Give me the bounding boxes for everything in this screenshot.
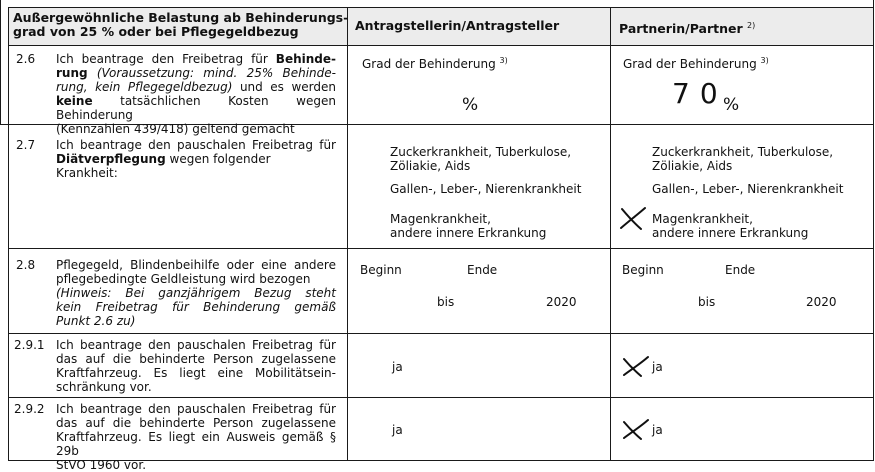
text-italic: Punkt 2.6 zu) [56, 314, 136, 328]
applicant-yes-option[interactable]: ja [392, 423, 403, 437]
percent-unit: % [462, 95, 479, 115]
rule [0, 0, 1, 125]
rule [873, 0, 874, 8]
section-title [13, 11, 348, 39]
rule [8, 7, 874, 8]
rule [8, 248, 874, 249]
row-number: 2.6 [16, 52, 36, 66]
footnote-marker: 3) [499, 56, 508, 65]
applicant-yes-option[interactable]: ja [392, 360, 403, 374]
text-italic: rung, kein Pflegegeldbezug) [56, 80, 233, 94]
applicant-option-stomach[interactable] [390, 212, 546, 240]
applicant-option-gallbladder[interactable]: Gallen-, Leber-, Nierenkrankheit [390, 182, 582, 196]
label-text: Grad der Behinderung [362, 57, 496, 71]
text: Ich beantrage den pauschalen Freibetrag für [56, 402, 336, 416]
option-label: Zöliakie, Aids [390, 159, 471, 173]
text-italic: (Hinweis: Bei ganzjährigem Bezug steht [56, 286, 336, 300]
text-bold: keine [56, 94, 93, 108]
text: StVO 1960 vor. [56, 458, 147, 472]
partner-year: 2020 [806, 295, 837, 309]
column-header-partner-label: Partnerin/Partner [619, 21, 743, 37]
row-number: 2.9.1 [14, 338, 45, 352]
partner-option-stomach[interactable] [652, 212, 808, 240]
column-header-partner [619, 19, 755, 36]
applicant-disability-degree-field[interactable] [462, 96, 478, 114]
row-number: 2.8 [16, 258, 36, 272]
partner-percent-unit: % [723, 95, 740, 115]
text-bold: Behinde- [275, 52, 336, 66]
partner-yes-option[interactable]: ja [652, 360, 663, 374]
text: pflegebedingte Geldleistung wird bezogen [56, 272, 311, 286]
text: Kraftfahrzeug. Es liegt eine Mobilitätsein- [56, 366, 336, 380]
rule [873, 7, 874, 461]
text: Kraftfahrzeug. Es liegt ein Ausweis gemäß § 29b [56, 430, 336, 458]
text: wegen folgender Krankheit: [56, 152, 271, 180]
text: Ich beantrage den Freibetrag für [56, 52, 276, 66]
partner-ende-label: Ende [725, 263, 756, 277]
applicant-ende-label: Ende [467, 263, 498, 277]
text: Pflegegeld, Blindenbeihilfe oder eine andere [56, 258, 336, 272]
partner-option-diabetes[interactable] [652, 145, 833, 173]
option-label: Magenkrankheit, [390, 212, 491, 226]
checkmark-x-icon [619, 206, 649, 232]
checkmark-x-icon [621, 418, 651, 442]
row-2-8-text [56, 258, 336, 328]
applicant-bis-label: bis [437, 295, 455, 309]
rule [347, 7, 348, 461]
text: tatsächlichen Kosten wegen Behinderung [56, 94, 336, 122]
text-italic: kein Freibetrag für Behinderung gemäß [56, 300, 336, 314]
applicant-beginn-label: Beginn [360, 263, 402, 277]
row-2-6-text [56, 52, 336, 136]
column-header-applicant: Antragstellerin/Antragsteller [355, 18, 560, 33]
row-number: 2.7 [16, 138, 36, 152]
partner-yes-option[interactable]: ja [652, 423, 663, 437]
text: Ich beantrage den pauschalen Freibetrag für [56, 338, 336, 352]
applicant-option-diabetes[interactable] [390, 145, 571, 173]
rule [610, 7, 611, 461]
text: und es werden [232, 80, 336, 94]
applicant-disability-degree-label [362, 54, 508, 71]
applicant-year: 2020 [546, 295, 577, 309]
partner-disability-degree-value[interactable]: 70 [672, 77, 728, 110]
rule [8, 7, 9, 461]
option-label: Zöliakie, Aids [652, 159, 733, 173]
rule [8, 397, 874, 398]
partner-bis-label: bis [698, 295, 716, 309]
text-bold: rung [56, 66, 88, 80]
partner-beginn-label: Beginn [622, 263, 664, 277]
section-title-line: grad von 25 % oder bei Pflegegeldbezug [13, 24, 299, 39]
rule [0, 124, 8, 125]
text-bold: Diätverpflegung [56, 152, 166, 166]
text: (Kennzahlen 439/418) geltend gemacht [56, 122, 295, 136]
text: das auf die behinderte Person zugelassene [56, 416, 336, 430]
option-label: Magenkrankheit, [652, 212, 753, 226]
rule [8, 45, 874, 46]
option-label: Zuckerkrankheit, Tuberkulose, [652, 145, 834, 159]
checkmark-x-icon [621, 355, 651, 379]
label-text: Grad der Behinderung [623, 57, 757, 71]
section-title-line: Außergewöhnliche Belastung ab Behinderungs- [13, 10, 349, 25]
text: das auf die behinderte Person zugelassene [56, 352, 336, 366]
partner-disability-degree-label [623, 54, 769, 71]
footnote-marker: 2) [747, 21, 756, 30]
text-italic: (Voraussetzung: mind. 25% Behinde- [87, 66, 336, 80]
row-number: 2.9.2 [14, 402, 45, 416]
footnote-marker: 3) [760, 56, 769, 65]
option-label: Zuckerkrankheit, Tuberkulose, [390, 145, 572, 159]
text: Ich beantrage den pauschalen Freibetrag für [56, 138, 336, 152]
row-2-9-1-text [56, 338, 336, 394]
row-2-9-2-text [56, 402, 336, 472]
text: schränkung vor. [56, 380, 152, 394]
option-label: andere innere Erkrankung [390, 226, 547, 240]
rule [8, 333, 874, 334]
partner-option-gallbladder[interactable]: Gallen-, Leber-, Nierenkrankheit [652, 182, 844, 196]
option-label: andere innere Erkrankung [652, 226, 809, 240]
row-2-7-text [56, 138, 336, 180]
